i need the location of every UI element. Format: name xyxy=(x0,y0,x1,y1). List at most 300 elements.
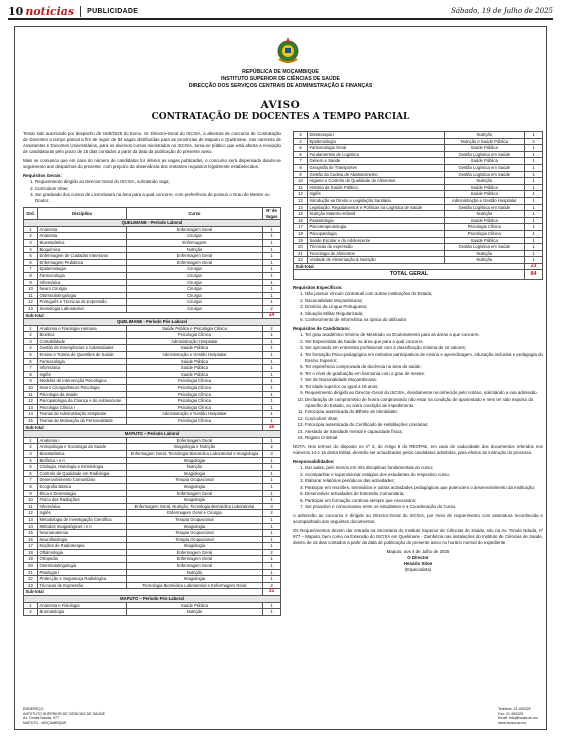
cell-vagas: 1 xyxy=(525,257,543,264)
cell-curso: Cirurgia xyxy=(126,266,262,273)
specific-requirement-item: 3. Domínio da Língua Portuguesa; xyxy=(305,304,543,310)
section-title: MAPUTO – Período Laboral xyxy=(24,431,281,438)
cell-curso: Saúde Pública xyxy=(126,371,262,378)
cell-ord: 3 xyxy=(24,338,38,345)
subtotal-row xyxy=(24,312,281,319)
cell-vagas: 1 xyxy=(525,250,543,257)
notice-title: AVISO xyxy=(260,99,301,111)
cell-ord: 3 xyxy=(24,450,38,457)
cell-vagas: 1 xyxy=(263,516,281,523)
table-row xyxy=(24,286,281,293)
cell-ord: 2 xyxy=(24,332,38,339)
notice-subtitle: CONTRATAÇÃO DE DOCENTES A TEMPO PARCIAL xyxy=(151,112,410,122)
cell-curso: Cirurgia xyxy=(126,272,262,279)
table-row xyxy=(24,404,281,411)
cell-curso: Imagiologia xyxy=(126,497,262,504)
cell-disciplina: Bioestatística xyxy=(38,239,127,246)
table-row xyxy=(294,257,543,264)
cell-curso: Nutrição xyxy=(126,464,262,471)
cell-curso: Psicologia Clínica xyxy=(126,398,262,405)
candidacy-requirement-item: 13. Fotocópia autenticada do Certificado de Habilitações Literárias; xyxy=(305,422,543,428)
cell-vagas: 1 xyxy=(263,563,281,570)
cell-disciplina: Dietoterapia I xyxy=(308,132,445,139)
cell-curso: Enfermagem Geral e Cirurgia xyxy=(126,510,262,517)
table-row xyxy=(294,250,543,257)
table-row xyxy=(294,197,543,204)
table-row xyxy=(24,582,281,589)
cell-vagas: 1 xyxy=(263,464,281,471)
cell-ord: 20 xyxy=(24,563,38,570)
cell-vagas: 1 xyxy=(263,365,281,372)
signature-name: Henário Sitoe xyxy=(403,561,433,567)
cell-ord: 16 xyxy=(24,536,38,543)
table-row xyxy=(24,450,281,457)
responsibility-item: 3. Elaborar relatórios periódicos das actividades; xyxy=(305,478,543,484)
table-row xyxy=(24,569,281,576)
candidacy-requirement-item: 14. Atestado de Sanidade mental e capacidade física; xyxy=(305,429,543,435)
cell-ord: 8 xyxy=(24,371,38,378)
subtotal-label: Sub-total xyxy=(294,263,525,270)
cell-ord: 21 xyxy=(294,250,308,257)
table-row xyxy=(24,246,281,253)
cell-curso: Psicologia Clínica xyxy=(126,404,262,411)
cell-disciplina: Metodologia de Investigação Científica xyxy=(38,516,127,523)
cell-vagas: 1 xyxy=(263,490,281,497)
cell-disciplina: Biofísica I e II xyxy=(38,457,127,464)
cell-disciplina: Semiologia Laboratorial xyxy=(38,305,127,312)
cell-disciplina: Anatomia xyxy=(38,233,127,240)
cell-disciplina: Inglês xyxy=(308,191,445,198)
cell-vagas: 1 xyxy=(263,470,281,477)
cell-ord: 16 xyxy=(294,217,308,224)
table-row xyxy=(294,145,543,152)
cell-curso: Psicologia Clínica xyxy=(126,332,262,339)
cell-disciplina: Gestão de Emergências e Calamidades xyxy=(38,345,127,352)
candidacy-requirement-item: 4. Ter formação Psico-pedagógica em métodos participativos de ensino e aprendizagem, educação inclusiva e pedagogia do Ensino Superior; xyxy=(305,352,543,364)
table-row xyxy=(294,191,543,198)
table-row xyxy=(294,217,543,224)
cell-curso: Nutrição xyxy=(126,246,262,253)
cell-disciplina: Modelos de Intervenção Psicológica xyxy=(38,378,127,385)
table-row xyxy=(24,378,281,385)
cell-curso: Psicologia Clínica xyxy=(126,385,262,392)
cell-vagas: 1 xyxy=(263,338,281,345)
specific-requirements-heading: Requisitos Específicos: xyxy=(293,285,343,291)
note-paragraph: NOTA: Nos termos do disposto no nº 2, do Artigo 8 do REGPAE, em caso de caducidade dos documentos referidos nos números 14 e 15 desta Edital, deverão ser actualizados pelos candidatos admitidos, para efeitos de instrução do processo. xyxy=(293,444,543,456)
cell-curso: Imagiologia xyxy=(126,576,262,583)
masthead-divider xyxy=(80,6,81,17)
signature-block xyxy=(293,549,543,573)
cell-ord: 12 xyxy=(294,191,308,198)
intro-paragraph: Tendo sido autorizado por despacho de 16/6/2025 do Exmo. Sr. Director-Geral do ISCISA, a abertura de concurso de Contratação de Docentes a tempo parcial a fim de suprir de 84 vagas distribuídas para as províncias de Maputo e Quelimane, nas carreiras de Assistentes e Docentes Universitários, para os diversos cursos ministrados no ISCISA, torna-se público que está aberta a recepção de candidaturas pelo prazo de 15 dias contados a partir da data da publicação do presente aviso. xyxy=(23,131,281,154)
table-row xyxy=(24,418,281,425)
directorate-name: DIRECÇÃO DOS SERVIÇOS CENTRAIS DE ADMINISTRAÇÃO E FINANÇAS xyxy=(188,83,373,89)
general-requirement-item: 1. Requerimento dirigido ao Director-Geral do ISCISA, solicitando vaga; xyxy=(35,179,281,185)
cell-ord: 19 xyxy=(294,237,308,244)
cell-curso: Enfermagem Geral xyxy=(126,259,262,266)
vacancies-table-continued xyxy=(293,131,543,280)
cell-ord: 2 xyxy=(24,233,38,240)
responsibility-item: 2. Acompanhar e supervisionar estágios dos estudantes do respectivo curso; xyxy=(305,472,543,478)
general-requirement-item: 3. Ser graduado dos cursos de Licenciatura na área para a qual concorre, com preferência de possuir o Grau de Mestre ou Doutor. xyxy=(35,192,281,204)
table-row xyxy=(24,259,281,266)
closing-paragraph-1: A admissão ao concurso é dirigido ao Director-Geral do ISCISA, por meio de requerimento com assinatura reconhecida e acompanhado dos seguintes documentos. xyxy=(293,513,543,525)
cell-curso: Terapia Ocupacional xyxy=(126,536,262,543)
cell-curso: Administração Hospitalar xyxy=(126,338,262,345)
cell-disciplina: Psicologia da Saúde xyxy=(38,391,127,398)
cell-ord: 5 xyxy=(24,352,38,359)
cell-vagas: 1 xyxy=(525,237,543,244)
cell-curso: Nutrição xyxy=(126,609,262,616)
cell-disciplina: Neurofisiologia xyxy=(38,536,127,543)
candidacy-requirement-item: 3. Ser aprovado em entrevista profissional com a classificação mínima de 10 valores; xyxy=(305,345,543,351)
cell-ord: 13 xyxy=(24,404,38,411)
cell-curso: Saúde Pública xyxy=(444,237,524,244)
candidacy-requirement-item: 1. Ter grau académico mínimo de Mestrado ou Doutoramento para as áreas a que concorre. xyxy=(305,332,543,338)
specific-requirement-item: 1. Não possuir vínculo contratual com outras Instituições do Estado; xyxy=(305,291,543,297)
total-value: 84 xyxy=(525,270,543,280)
subtotal-row xyxy=(24,589,281,596)
cell-ord: 3 xyxy=(294,132,308,139)
signature-place-date: Maputo, aos 4 de Julho de 2025 xyxy=(386,549,450,555)
cell-ord: 23 xyxy=(24,582,38,589)
cell-disciplina: Ecografia Básica xyxy=(38,483,127,490)
footer-line: MAPUTO - MOÇAMBIQUE xyxy=(23,720,67,725)
cell-vagas: 1 xyxy=(263,352,281,359)
cell-disciplina: Português e Técnicas de Expressão xyxy=(38,299,127,306)
cell-ord: 14 xyxy=(294,204,308,211)
section-row xyxy=(24,596,281,603)
cell-disciplina: Noções de Radioterapia xyxy=(38,543,127,550)
cell-disciplina: Farmacologia Geral xyxy=(308,145,445,152)
cell-ord: 8 xyxy=(24,483,38,490)
cell-vagas: 1 xyxy=(263,239,281,246)
table-row xyxy=(24,470,281,477)
cell-disciplina: Epidemiologia xyxy=(38,266,127,273)
cell-vagas: 1 xyxy=(263,530,281,537)
responsibilities-heading: Responsabilidades: xyxy=(293,459,335,465)
cell-vagas: 1 xyxy=(263,299,281,306)
cell-curso: Nutrição xyxy=(444,211,524,218)
general-requirement-item: 2. Curriculum Vitae; xyxy=(35,186,281,192)
cell-vagas: 1 xyxy=(263,253,281,260)
cell-ord: 1 xyxy=(24,226,38,233)
cell-ord: 2 xyxy=(24,444,38,451)
cell-disciplina: Anatomia xyxy=(38,226,127,233)
cell-curso: Cirurgia xyxy=(126,292,262,299)
cell-ord: 6 xyxy=(24,259,38,266)
candidacy-requirement-item: 11. Fotocópia autenticada do Bilhete de Identidade; xyxy=(305,409,543,415)
cell-curso: Cirurgia xyxy=(126,305,262,312)
cell-disciplina: Fundamentos de Logística xyxy=(308,151,445,158)
specific-requirements-list xyxy=(305,291,543,323)
cell-ord: 9 xyxy=(24,378,38,385)
cell-disciplina: Teorias de Motivação da Personalidade xyxy=(38,418,127,425)
cell-vagas: 2 xyxy=(263,325,281,332)
cell-vagas: 1 xyxy=(263,602,281,609)
candidacy-requirement-item: 7. Ser de Nacionalidade Moçambicana; xyxy=(305,377,543,383)
section-title: MAPUTO – Período Pós-Laboral xyxy=(24,596,281,603)
table-row xyxy=(294,211,543,218)
signature-title: (Especialista) xyxy=(404,567,432,573)
cell-ord: 12 xyxy=(24,510,38,517)
cell-ord: 20 xyxy=(294,244,308,251)
cell-curso: Enfermagem Geral xyxy=(126,226,262,233)
table-row xyxy=(24,398,281,405)
cell-disciplina: Oftalmologia xyxy=(38,549,127,556)
cell-ord: 4 xyxy=(24,457,38,464)
cell-vagas: 1 xyxy=(525,224,543,231)
cell-curso: Enfermagem Geral xyxy=(126,556,262,563)
table-row xyxy=(24,266,281,273)
cell-curso: Saúde Pública xyxy=(126,365,262,372)
table-row xyxy=(24,391,281,398)
table-row xyxy=(24,325,281,332)
specific-requirement-item: 2. Nacionalidade Moçambicana; xyxy=(305,298,543,304)
cell-curso: Saúde Pública xyxy=(444,191,524,198)
responsibility-item: 5. Desenvolver actividades de Extensão Comunitária; xyxy=(305,491,543,497)
table-row xyxy=(24,490,281,497)
cell-ord: 7 xyxy=(24,477,38,484)
table-row xyxy=(24,457,281,464)
table-row xyxy=(24,523,281,530)
cell-vagas: 1 xyxy=(263,385,281,392)
cell-curso: Nutrição e Saúde Pública xyxy=(444,138,524,145)
cell-ord: 10 xyxy=(24,385,38,392)
table-row xyxy=(24,483,281,490)
cell-ord: 22 xyxy=(24,576,38,583)
page-number: 10 xyxy=(8,4,24,18)
table-row xyxy=(24,556,281,563)
cell-disciplina: Epidemiologia xyxy=(308,138,445,145)
table-row xyxy=(24,530,281,537)
cell-disciplina: Antropologia e Sociologia da Saúde xyxy=(38,444,127,451)
footer-line: Fax: 21 490325 xyxy=(498,711,523,716)
publication-date: Sábado, 19 de Julho de 2025 xyxy=(451,7,553,15)
cell-vagas: 1 xyxy=(263,345,281,352)
general-requirements-list xyxy=(35,179,281,204)
table-row xyxy=(24,444,281,451)
table-row xyxy=(24,358,281,365)
cell-disciplina: Bioquímica xyxy=(38,246,127,253)
cell-disciplina: Controlo de Qualidade em Radiologia xyxy=(38,470,127,477)
table-row xyxy=(24,437,281,444)
cell-ord: 17 xyxy=(294,224,308,231)
cell-vagas: 1 xyxy=(263,404,281,411)
col-curso: Curso xyxy=(126,208,262,220)
table-header-row xyxy=(24,208,281,220)
cell-ord: 17 xyxy=(24,543,38,550)
cell-disciplina: Unidade de Alimentação & Nutrição xyxy=(308,257,445,264)
cell-disciplina: Ensino e Tutoria de Questões de Saúde xyxy=(38,352,127,359)
table-row xyxy=(24,549,281,556)
cell-disciplina: Ortopedia xyxy=(38,556,127,563)
cell-curso: Psicologia Clínica xyxy=(126,418,262,425)
subtotal-value: 23 xyxy=(525,263,543,270)
table-row xyxy=(24,332,281,339)
institution-header xyxy=(15,69,546,90)
cell-ord: 6 xyxy=(294,151,308,158)
cell-vagas: 2 xyxy=(263,305,281,312)
candidacy-requirement-item: 2. Ser Especialista da Saúde na área que para a qual concorre. xyxy=(305,339,543,345)
cell-disciplina: Física das Radiações xyxy=(38,497,127,504)
cell-vagas: 1 xyxy=(525,132,543,139)
table-row xyxy=(294,204,543,211)
cell-vagas: 1 xyxy=(263,226,281,233)
table-row xyxy=(24,352,281,359)
candidacy-requirement-item: 5. Ter experiência comprovada de docência na área de saúde; xyxy=(305,364,543,370)
cell-disciplina: Inglês xyxy=(38,371,127,378)
section-title: QUELIMANE - Período Pós-Laboral xyxy=(24,319,281,326)
cell-ord: 10 xyxy=(24,497,38,504)
cell-disciplina: Farmacologia xyxy=(38,358,127,365)
table-row xyxy=(24,371,281,378)
cell-vagas: 1 xyxy=(263,411,281,418)
cell-curso: Psicologia Clínica xyxy=(444,224,524,231)
cell-curso: Gestão Logística em Saúde xyxy=(444,164,524,171)
cell-vagas: 2 xyxy=(525,138,543,145)
cell-vagas: 1 xyxy=(263,371,281,378)
cell-vagas: 1 xyxy=(263,556,281,563)
cell-ord: 15 xyxy=(24,418,38,425)
table-row xyxy=(24,305,281,312)
footer-contacts xyxy=(498,707,538,725)
cell-curso: Imagiologia xyxy=(126,523,262,530)
cell-ord: 8 xyxy=(24,272,38,279)
subtotal-value: 14 xyxy=(263,312,281,319)
cell-curso: Terapia Ocupacional xyxy=(126,530,262,537)
cell-ord: 13 xyxy=(294,197,308,204)
table-row xyxy=(294,230,543,237)
cell-vagas: 2 xyxy=(263,582,281,589)
cell-vagas: 1 xyxy=(263,246,281,253)
signature-role: O Director xyxy=(407,555,429,561)
cell-disciplina: Otorrinolaringologia xyxy=(38,563,127,570)
cell-curso: Nutrição xyxy=(444,250,524,257)
cell-disciplina: Bioética xyxy=(38,332,127,339)
cell-vagas: 2 xyxy=(263,549,281,556)
cell-vagas: 1 xyxy=(263,483,281,490)
cell-disciplina: Anatomia e Fisiologia Humana xyxy=(38,325,127,332)
table-row xyxy=(294,224,543,231)
cell-ord: 10 xyxy=(24,286,38,293)
cell-curso: Imagiologia xyxy=(126,470,262,477)
footer-address xyxy=(23,707,105,725)
section-row xyxy=(24,220,281,227)
cell-disciplina: Neuro Cirurgia xyxy=(38,286,127,293)
cell-vagas: 1 xyxy=(525,184,543,191)
cell-vagas: 1 xyxy=(263,332,281,339)
cell-curso: Cirurgia xyxy=(126,299,262,306)
table-row xyxy=(294,178,543,185)
cell-curso: Administração e Gestão Hospitalar xyxy=(126,411,262,418)
cell-ord: 6 xyxy=(24,470,38,477)
cell-disciplina: Métodos Imagiológicos I e II xyxy=(38,523,127,530)
footer-line: ENDEREÇO xyxy=(23,707,44,711)
cell-disciplina: Género e Saúde xyxy=(308,158,445,165)
cell-disciplina: História da Saúde Pública xyxy=(308,184,445,191)
cell-curso: Enfermagem Geral xyxy=(126,549,262,556)
candidacy-requirement-item: 15. Registo Criminal. xyxy=(305,435,543,441)
footer-line: Email: info@iscisa.ac.mz xyxy=(498,716,538,720)
cell-disciplina: Teorias de Administração Hospitalar xyxy=(38,411,127,418)
table-row xyxy=(294,171,543,178)
cell-vagas: 1 xyxy=(525,197,543,204)
cell-ord: 2 xyxy=(24,609,38,616)
cell-curso: Psicologia Clínica xyxy=(126,391,262,398)
cell-ord: 8 xyxy=(294,164,308,171)
cell-vagas: 1 xyxy=(263,398,281,405)
cell-ord: 12 xyxy=(24,398,38,405)
cell-disciplina: Psicologia Clínica I xyxy=(38,404,127,411)
cell-vagas: 1 xyxy=(525,217,543,224)
cell-vagas: 1 xyxy=(263,609,281,616)
cell-disciplina: Informática xyxy=(38,279,127,286)
section-row xyxy=(24,319,281,326)
cell-curso: Saúde Pública xyxy=(444,217,524,224)
responsibility-item: 1. Dar aulas, pelo menos em três disciplinas fundamentais do curso; xyxy=(305,465,543,471)
cell-ord: 14 xyxy=(24,523,38,530)
table-row xyxy=(294,244,543,251)
cell-disciplina: Gestão da Cadeia de Abastecimento xyxy=(308,171,445,178)
cell-curso: Imagiologia xyxy=(126,543,262,550)
table-row xyxy=(24,576,281,583)
cell-disciplina: Neuro Cirurgia/Neuro Psicologia xyxy=(38,385,127,392)
cell-disciplina: Saúde Escolar e do Adolescente xyxy=(308,237,445,244)
cell-ord: 1 xyxy=(24,602,38,609)
cell-vagas: 1 xyxy=(525,158,543,165)
cell-ord: 6 xyxy=(24,358,38,365)
cell-disciplina: Ética e Deontologia xyxy=(38,490,127,497)
cell-curso: Cirurgia xyxy=(126,279,262,286)
cell-vagas: 1 xyxy=(263,279,281,286)
candidacy-requirement-item: 6. Ter o nível de graduação em harmonia com o grau de mestre. xyxy=(305,371,543,377)
cell-ord: 13 xyxy=(24,516,38,523)
cell-ord: 12 xyxy=(24,299,38,306)
cell-disciplina: Anatomia I xyxy=(38,437,127,444)
cell-disciplina: Técnicas de expressão xyxy=(308,244,445,251)
table-row xyxy=(24,543,281,550)
cell-curso: Tecnologia Biomédica Laboratorial e Enfermagem Geral xyxy=(126,582,262,589)
cell-ord: 5 xyxy=(24,253,38,260)
table-row xyxy=(24,253,281,260)
table-row xyxy=(24,516,281,523)
cell-vagas: 1 xyxy=(525,151,543,158)
cell-curso: Terapia Ocupacional xyxy=(126,477,262,484)
table-row xyxy=(24,345,281,352)
table-row xyxy=(24,602,281,609)
responsibility-item: 6. Participar em formação contínua sempre que necessário; xyxy=(305,498,543,504)
table-row xyxy=(24,292,281,299)
cell-disciplina: Psicoterapeutologia xyxy=(308,224,445,231)
cell-vagas: 1 xyxy=(263,272,281,279)
cell-disciplina: Tecnologia de Alimentos xyxy=(308,250,445,257)
subtotal-row xyxy=(294,263,543,270)
cell-vagas: 1 xyxy=(525,171,543,178)
cell-ord: 21 xyxy=(24,569,38,576)
intro-paragraph-2: Mais se comunica que em caso do número de candidatos for inferior as vagas publicadas, o concurso será dispensado dando-se seguimento aos despachos do presente, com prejuízo da observância dos restantes requisitos legalmente estabelecidos. xyxy=(23,158,281,169)
cell-vagas: 1 xyxy=(263,477,281,484)
cell-curso: Nutrição xyxy=(444,178,524,185)
notice-frame xyxy=(14,26,547,730)
candidacy-requirement-item: 12. Curriculum Vitae; xyxy=(305,416,543,422)
closing-paragraph-2: Os Requerimentos devem dar entrada na Secretaria do Instituto Superior de Ciências de Saúde, sito na Av. Tomás Nduda, nº 977 – Maputo, bem como na Extensão do ISCISA em Quelimane - Zambézia nas instalações do Instituto de Ciências de Saúde, dentro de 15 dias contados a partir da data de publicação do presente aviso no horário normal do expediente. xyxy=(293,528,543,546)
cell-ord: 14 xyxy=(24,411,38,418)
cell-ord: 7 xyxy=(24,266,38,273)
col-ord: Ord. xyxy=(24,208,38,220)
cell-disciplina: Psicopatologia xyxy=(308,230,445,237)
cell-curso: Administração e Gestão Hospitalar xyxy=(126,352,262,359)
